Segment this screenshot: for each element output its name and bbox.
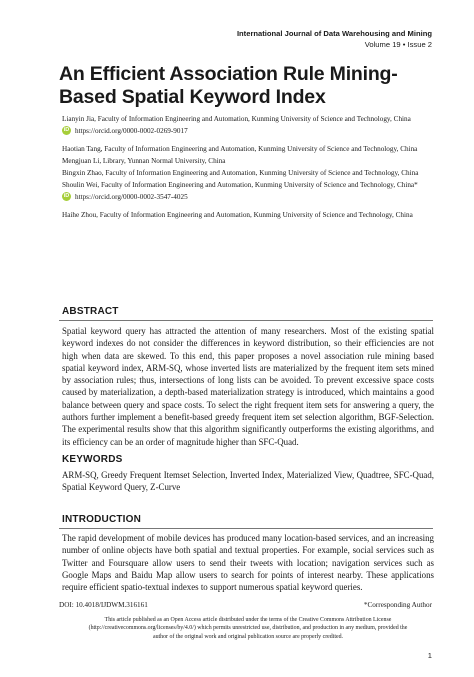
introduction-heading: INTRODUCTION: [62, 514, 142, 525]
author-affiliation: Bingxin Zhao, Faculty of Information Engineering and Automation, Kunming University of Science and Technology, China: [62, 169, 419, 177]
orcid-icon: iD: [63, 127, 70, 133]
author-affiliation: Haihe Zhou, Faculty of Information Engineering and Automation, Kunming University of Science and Technology, China: [62, 211, 413, 219]
keywords-heading: KEYWORDS: [62, 454, 123, 465]
keywords-body: ARM-SQ, Greedy Frequent Itemset Selection, Inverted Index, Materialized View, Quadtree, SFC-Quad, Spatial Keyword Query, Z-Curve: [62, 470, 434, 493]
orcid-link[interactable]: https://orcid.org/0000-0002-3547-4025: [75, 192, 188, 201]
paper-title: An Efficient Association Rule Mining-Based Spatial Keyword Index: [59, 63, 398, 108]
corresponding-author-note: *Corresponding Author: [363, 601, 432, 609]
journal-issue: Volume 19 • Issue 2: [364, 40, 432, 49]
section-divider: [59, 320, 433, 321]
orcid-row: [62, 192, 188, 201]
section-divider: [59, 528, 433, 529]
abstract-body: Spatial keyword query has attracted the attention of many researchers. Most of the existing spatial keyword indexes do not consider the differences in keyword distribution, so their efficiencies are not high when data are skewed. To this end, this paper proposes a novel association rule mining based spatial keyword index, ARM-SQ, whose inverted lists are materialized by the frequent item sets mined by association rules; thus, intersections of long lists can be avoided. To prevent excessive space costs caused by materialization, a depth-based materialization strategy is introduced, which maintains a good balance between query and space costs. To select the right frequent item sets for answering a query, the authors further implement a benefit-based greedy frequent item set selection algorithm, BGF-Selection. The experimental results show that this algorithm significantly outperforms the existing algorithms, and its efficiency can be an order of magnitude higher than SFC-Quad.: [62, 326, 434, 447]
author-affiliation: Lianyin Jia, Faculty of Information Engineering and Automation, Kunming University of Science and Technology, China: [62, 115, 411, 123]
orcid-icon: iD: [63, 193, 70, 199]
author-affiliation: Haotian Tang, Faculty of Information Engineering and Automation, Kunming University of Science and Technology, China: [62, 145, 418, 153]
abstract-heading: ABSTRACT: [62, 306, 119, 317]
doi[interactable]: DOI: 10.4018/IJDWM.316161: [59, 601, 148, 609]
orcid-link[interactable]: https://orcid.org/0000-0002-0269-9017: [75, 126, 188, 135]
author-affiliation: Mengjuan Li, Library, Yunnan Normal University, China: [62, 157, 226, 165]
orcid-row: [62, 126, 188, 135]
journal-name: International Journal of Data Warehousing and Mining: [236, 29, 432, 38]
introduction-body: The rapid development of mobile devices has produced many location-based services, and an increasing number of online objects have both spatial and textual properties. For example, social services such as Twitter and Foursquare allow users to send their tweets with location; navigation services such as Google Maps and Baidu Map allow users to search for points of interest nearby. These applications require efficient spatio-textual indexes to support numerous spatial keyword queries.: [62, 533, 434, 593]
page-number: 1: [427, 651, 432, 660]
license-notice: This article published as an Open Access article distributed under the terms of the Creative Commons Attribution License (http://creativecommons.org/licenses/by/4.0/) which permits unrestricted use, distribution, and production in any medium, provided the author of the original work and original publication source are properly credited.: [88, 617, 408, 640]
author-affiliation: Shoulin Wei, Faculty of Information Engineering and Automation, Kunming University of Science and Technology, China*: [62, 181, 418, 189]
